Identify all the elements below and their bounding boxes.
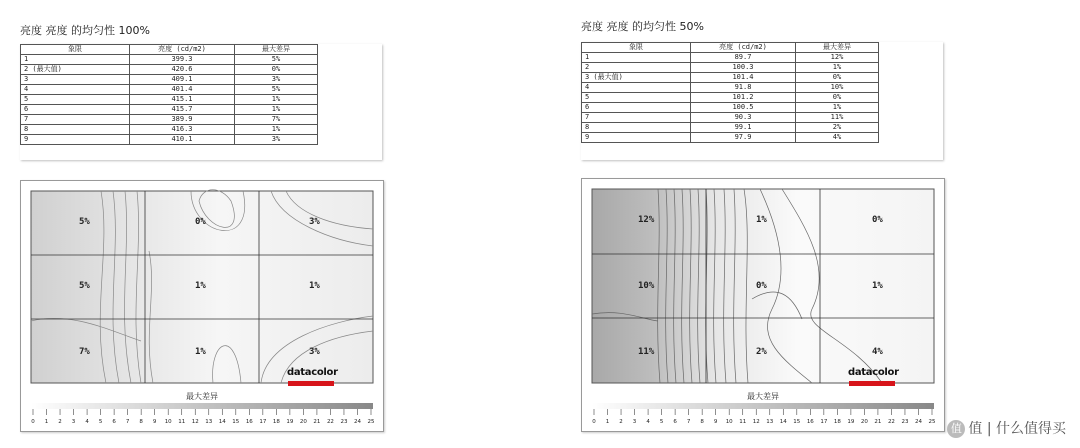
scale-tick-label: 19 — [286, 419, 294, 425]
cell-luminance: 415.1 — [130, 95, 235, 105]
scale-title: 最大差异 — [747, 392, 779, 401]
cell-label-7: 7% — [79, 347, 90, 357]
site-watermark — [947, 418, 1066, 438]
scale-tick-label: 24 — [914, 419, 922, 425]
cell-quadrant: 6 — [21, 105, 130, 115]
cell-luminance: 409.1 — [130, 75, 235, 85]
scale-bar — [592, 403, 934, 427]
scale-tick-label: 1 — [605, 419, 610, 425]
scale-tick-label: 6 — [112, 419, 116, 425]
cell-label-2: 1% — [756, 215, 767, 225]
cell-luminance: 101.2 — [691, 93, 796, 103]
scale-tick-label: 0 — [592, 419, 596, 425]
cell-max-diff: 0% — [235, 65, 318, 75]
cell-max-diff: 1% — [235, 125, 318, 135]
scale-tick-label: 1 — [44, 419, 49, 425]
col-header-quadrant: 象限 — [582, 43, 691, 53]
cell-quadrant: 8 — [582, 123, 691, 133]
cell-max-diff: 0% — [796, 93, 879, 103]
cell-luminance: 100.3 — [691, 63, 796, 73]
cell-luminance: 90.3 — [691, 113, 796, 123]
cell-max-diff: 11% — [796, 113, 879, 123]
table-row — [21, 115, 318, 125]
cell-max-diff: 0% — [796, 73, 879, 83]
scale-tick-label: 3 — [71, 419, 76, 425]
table-row — [21, 95, 318, 105]
scale-tick-label: 18 — [833, 419, 841, 425]
luminance-table — [581, 42, 879, 143]
panel-title: 亮度 亮度 的均匀性 50% — [581, 20, 704, 33]
cell-label-9: 4% — [872, 347, 883, 357]
uniformity-map-card — [20, 180, 384, 432]
uniformity-contour-map — [31, 191, 373, 383]
cell-label-4: 10% — [638, 281, 655, 291]
scale-title: 最大差异 — [186, 392, 218, 401]
cell-quadrant: 6 — [582, 103, 691, 113]
scale-tick-label: 7 — [686, 419, 691, 425]
cell-label-2: 0% — [195, 217, 206, 227]
cell-luminance: 89.7 — [691, 53, 796, 63]
cell-max-diff: 3% — [235, 75, 318, 85]
luminance-table-card — [581, 42, 943, 160]
cell-quadrant: 5 — [21, 95, 130, 105]
cell-max-diff: 12% — [796, 53, 879, 63]
cell-max-diff: 1% — [796, 63, 879, 73]
scale-tick-label: 18 — [272, 419, 280, 425]
cell-luminance: 399.3 — [130, 55, 235, 65]
scale-tick-label: 16 — [245, 419, 253, 425]
table-row — [21, 125, 318, 135]
scale-tick-label: 11 — [178, 419, 186, 425]
cell-quadrant: 7 — [582, 113, 691, 123]
cell-quadrant: 9 — [21, 135, 130, 145]
cell-quadrant: 8 — [21, 125, 130, 135]
cell-max-diff: 2% — [796, 123, 879, 133]
scale-tick-label: 7 — [125, 419, 130, 425]
cell-label-3: 3% — [309, 217, 320, 227]
cell-quadrant: 3 (最大值) — [582, 73, 691, 83]
scale-tick-label: 17 — [259, 419, 267, 425]
cell-luminance: 416.3 — [130, 125, 235, 135]
table-row — [21, 65, 318, 75]
scale-tick-label: 10 — [725, 419, 733, 425]
cell-label-1: 5% — [79, 217, 90, 227]
scale-tick-label: 20 — [860, 419, 868, 425]
cell-quadrant: 9 — [582, 133, 691, 143]
scale-tick-label: 2 — [619, 419, 623, 425]
scale-tick-label: 20 — [299, 419, 307, 425]
cell-luminance: 401.4 — [130, 85, 235, 95]
scale-svg — [31, 403, 373, 427]
cell-quadrant: 2 — [582, 63, 691, 73]
cell-label-8: 2% — [756, 347, 767, 357]
table-row — [21, 135, 318, 145]
scale-tick-label: 2 — [58, 419, 62, 425]
table-row — [582, 123, 879, 133]
cell-quadrant: 7 — [21, 115, 130, 125]
cell-max-diff: 7% — [235, 115, 318, 125]
scale-tick-label: 11 — [739, 419, 747, 425]
scale-tick-label: 4 — [85, 419, 89, 425]
scale-tick-label: 5 — [98, 419, 103, 425]
cell-luminance: 420.6 — [130, 65, 235, 75]
cell-label-7: 11% — [638, 347, 655, 357]
cell-quadrant: 4 — [21, 85, 130, 95]
cell-max-diff: 10% — [796, 83, 879, 93]
scale-tick-label: 19 — [847, 419, 855, 425]
scale-tick-label: 8 — [700, 419, 704, 425]
scale-tick-label: 15 — [232, 419, 240, 425]
cell-max-diff: 3% — [235, 135, 318, 145]
scale-tick-label: 16 — [806, 419, 814, 425]
datacolor-logo — [848, 367, 934, 389]
col-header-luminance: 亮度 (cd/m2) — [691, 43, 796, 53]
cell-quadrant: 2 (最大值) — [21, 65, 130, 75]
cell-quadrant: 3 — [21, 75, 130, 85]
scale-bar — [31, 403, 373, 427]
scale-tick-label: 4 — [646, 419, 650, 425]
uniformity-contour-map — [592, 189, 934, 383]
table-row — [582, 53, 879, 63]
scale-tick-label: 10 — [164, 419, 172, 425]
scale-tick-label: 14 — [218, 419, 226, 425]
scale-svg — [592, 403, 934, 427]
scale-tick-label: 21 — [313, 419, 321, 425]
cell-quadrant: 1 — [21, 55, 130, 65]
scale-tick-label: 22 — [326, 419, 334, 425]
table-row — [582, 73, 879, 83]
scale-tick-label: 9 — [713, 419, 718, 425]
cell-max-diff: 4% — [796, 133, 879, 143]
cell-max-diff: 1% — [796, 103, 879, 113]
cell-luminance: 415.7 — [130, 105, 235, 115]
table-row — [582, 103, 879, 113]
table-row — [582, 63, 879, 73]
uniformity-map-card — [581, 178, 945, 432]
cell-luminance: 97.9 — [691, 133, 796, 143]
datacolor-logo — [287, 367, 373, 389]
cell-label-8: 1% — [195, 347, 206, 357]
col-header-max-diff: 最大差异 — [796, 43, 879, 53]
scale-tick-label: 22 — [887, 419, 895, 425]
scale-tick-label: 9 — [152, 419, 157, 425]
watermark-text: 值 | 什么值得买 — [968, 421, 1066, 437]
luminance-table — [20, 44, 318, 145]
logo-bar — [288, 381, 334, 386]
cell-label-1: 12% — [638, 215, 655, 225]
table-row — [21, 105, 318, 115]
col-header-max-diff: 最大差异 — [235, 45, 318, 55]
scale-tick-label: 21 — [874, 419, 882, 425]
cell-quadrant: 1 — [582, 53, 691, 63]
table-row — [582, 93, 879, 103]
table-row — [21, 85, 318, 95]
table-row — [582, 133, 879, 143]
scale-tick-label: 17 — [820, 419, 828, 425]
logo-text: datacolor — [848, 367, 899, 378]
cell-label-6: 1% — [872, 281, 883, 291]
col-header-quadrant: 象限 — [21, 45, 130, 55]
table-row — [21, 75, 318, 85]
scale-tick-label: 14 — [779, 419, 787, 425]
scale-tick-label: 0 — [31, 419, 35, 425]
scale-tick-label: 12 — [191, 419, 199, 425]
luminance-table-card — [20, 44, 382, 160]
col-header-luminance: 亮度 (cd/m2) — [130, 45, 235, 55]
scale-tick-label: 5 — [659, 419, 664, 425]
scale-tick-label: 25 — [928, 419, 936, 425]
cell-max-diff: 1% — [235, 105, 318, 115]
cell-label-4: 5% — [79, 281, 90, 291]
cell-quadrant: 5 — [582, 93, 691, 103]
scale-tick-label: 24 — [353, 419, 361, 425]
cell-label-5: 0% — [756, 281, 767, 291]
scale-tick-label: 8 — [139, 419, 143, 425]
cell-luminance: 101.4 — [691, 73, 796, 83]
scale-tick-label: 13 — [205, 419, 213, 425]
cell-max-diff: 1% — [235, 95, 318, 105]
cell-luminance: 389.9 — [130, 115, 235, 125]
cell-label-3: 0% — [872, 215, 883, 225]
scale-tick-label: 12 — [752, 419, 760, 425]
cell-label-5: 1% — [195, 281, 206, 291]
table-row — [582, 113, 879, 123]
table-row — [21, 55, 318, 65]
scale-tick-label: 15 — [793, 419, 801, 425]
logo-bar — [849, 381, 895, 386]
cell-max-diff: 5% — [235, 85, 318, 95]
scale-tick-label: 25 — [367, 419, 375, 425]
scale-tick-label: 23 — [340, 419, 348, 425]
scale-tick-label: 23 — [901, 419, 909, 425]
cell-luminance: 100.5 — [691, 103, 796, 113]
scale-tick-label: 3 — [632, 419, 637, 425]
panel-title: 亮度 亮度 的均匀性 100% — [20, 24, 150, 37]
uniformity-panel-50 — [540, 0, 1080, 448]
cell-luminance: 410.1 — [130, 135, 235, 145]
scale-tick-label: 6 — [673, 419, 677, 425]
cell-luminance: 99.1 — [691, 123, 796, 133]
cell-max-diff: 5% — [235, 55, 318, 65]
cell-label-6: 1% — [309, 281, 320, 291]
watermark-icon: 值 — [947, 420, 965, 438]
cell-label-9: 3% — [309, 347, 320, 357]
logo-text: datacolor — [287, 367, 338, 378]
cell-luminance: 91.8 — [691, 83, 796, 93]
table-row — [582, 83, 879, 93]
scale-tick-label: 13 — [766, 419, 774, 425]
cell-quadrant: 4 — [582, 83, 691, 93]
